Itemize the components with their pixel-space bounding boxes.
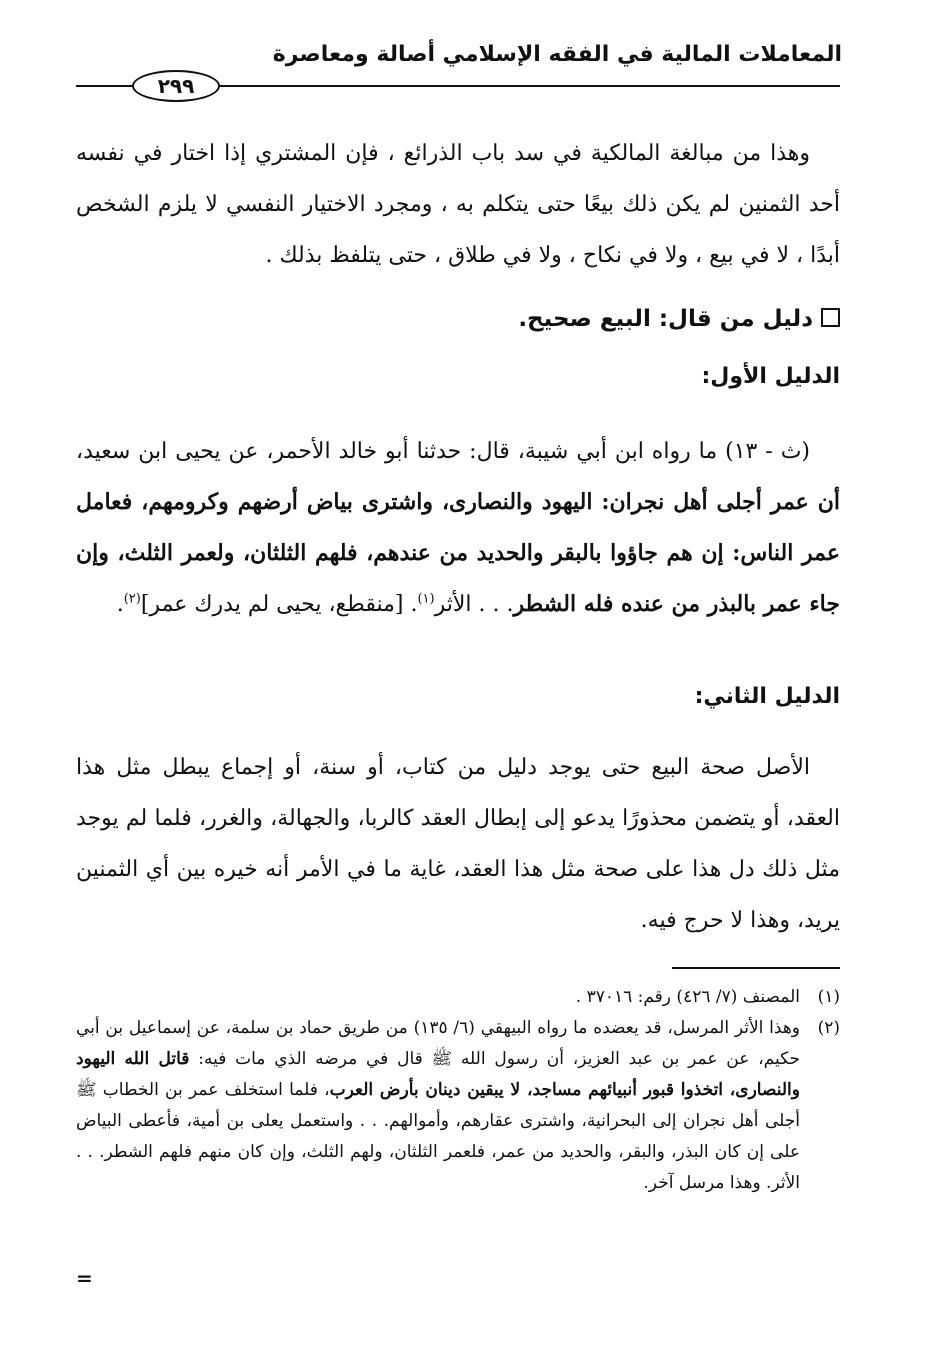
footnote-2 [76,1013,840,1199]
first-evidence-grading: . [منقطع، يحيى لم يدرك عمر] [140,592,418,617]
footnote-text-part-a: وهذا الأثر المرسل، قد يعضده ما رواه البيهقي (٦/ ١٣٥) من طريق حماد بن سلمة، عن إسماعيل بن أبي حكيم، عن عمر بن عبد العزيز، أن رسول الله ﷺ قال في مرضه الذي مات فيه: [76,1018,801,1069]
second-evidence-text: الأصل صحة البيع حتى يوجد دليل من كتاب، أو سنة، أو إجماع يبطل مثل هذا العقد، أو يتضمن محذورًا يدعو إلى إبطال العقد كالربا، والجهالة، والغرر، فلما لم يوجد مثل ذلك دل هذا على صحة مثل هذا العقد، غاية ما في الأمر أنه خيره بين أي الثمنين يريد، وهذا لا حرج فيه. [76,755,840,933]
footnote-number: (١) [817,987,840,1007]
footnote-hadith-bold: قاتل الله اليهود والنصارى، اتخذوا قبور أنبيائهم مساجد، لا يبقين دينان بأرض العرب [76,1049,800,1100]
first-evidence-intro: (ث - ١٣) ما رواه ابن أبي شيبة، قال: حدثنا أبو خالد الأحمر، عن يحيى ابن سعيد، [76,439,810,464]
footnote-text-part-b: ، فلما استخلف عمر بن الخطاب ﷺ أجلى أهل نجران إلى البحرانية، واشترى عقارهم، وأموالهم. . . واستعمل يعلى بن أمية، فأعطى البياض على إن كان البذر، والبقر، والحديد من عمر، فلعمر الثلثان، ولهم الثلث، وإن كان منهم فلهم الشطر. . . الأثر. وهذا مرسل آخر. [76,1080,800,1193]
first-evidence-end: . [116,592,124,617]
first-evidence-heading: الدليل الأول: [701,364,840,389]
footnote-continuation-mark: = [76,1266,93,1290]
footnote-1 [76,982,840,1013]
paragraph-text: وهذا من مبالغة المالكية في سد باب الذرائع ، فإن المشتري إذا اختار في نفسه أحد الثمنين لم يكن ذلك بيعًا حتى يتكلم به ، ومجرد الاختيار النفسي لا يلزم الشخص أبدًا ، لا في بيع ، ولا في نكاح ، ولا في طلاق ، حتى يتلفظ بذلك . [76,141,840,268]
first-evidence-paragraph [76,426,840,630]
footnote-number: (٢) [817,1018,840,1038]
footnote-ref-1[interactable]: (١) [417,591,435,607]
paragraph-sadd-al-dharai [76,128,840,281]
footnote-ref-2[interactable]: (٢) [123,591,141,607]
page-number: ٢٩٩ [132,70,220,102]
footnote-rule [672,967,840,969]
section-heading-text: دليل من قال: البيع صحيح. [518,306,813,332]
footnote-text [76,1013,800,1199]
section-heading [140,306,840,332]
footnote-text: المصنف (٧/ ٤٢٦) رقم: ٣٧٠١٦ . [575,987,800,1007]
first-evidence-athar: أن عمر أجلى أهل نجران: اليهود والنصارى، واشترى بياض أرضهم وكرومهم، فعامل عمر الناس: إن هم جاؤوا بالبقر والحديد من عندهم، فلهم الثلثان، ولعمر الثلث، وإن جاء عمر بالبذر من عنده فله الشطر [76,489,840,617]
square-bullet-icon [821,308,840,327]
footnotes [76,982,840,1199]
first-evidence-ellipsis: . . . الأثر [434,592,514,617]
second-evidence-paragraph [76,742,840,946]
running-title: المعاملات المالية في الفقه الإسلامي أصالة ومعاصرة [272,42,842,67]
second-evidence-heading: الدليل الثاني: [694,684,840,709]
